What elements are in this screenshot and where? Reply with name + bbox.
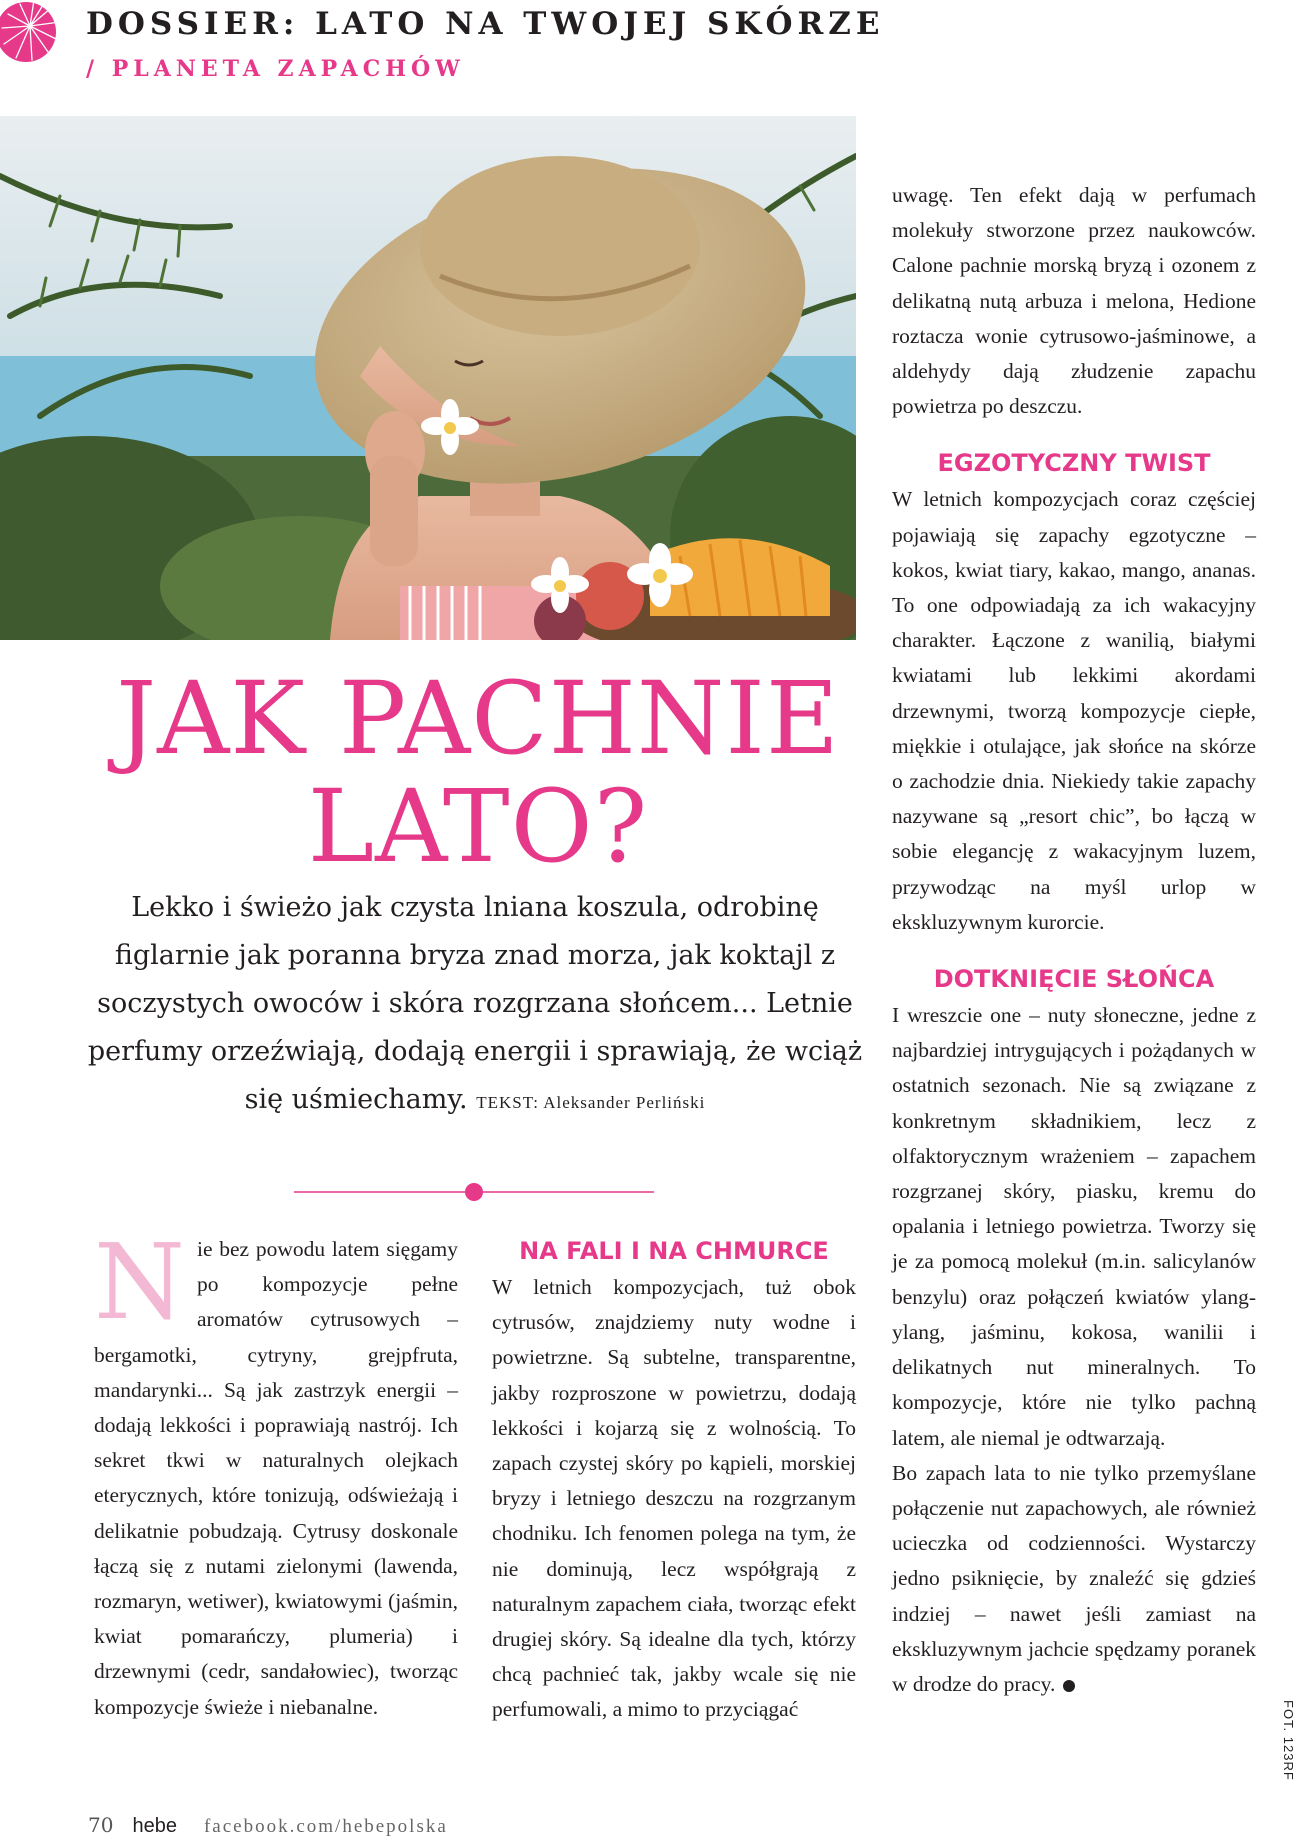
subhead-na-fali: NA FALI I NA CHMURCE [519,1237,829,1265]
starburst-icon [0,0,62,68]
column-3-text-2: I wreszcie one – nuty słoneczne, jedne z najbardziej intrygujących i pożądanych w ostatnich sezonach. Nie są związane z konkretnym składnikiem, lecz z olfaktorycznym wrażeniem – zapachem rozgrzanej skóry, piasku, kremu do opalania i letniego powietrza. Tworzy się je za pomocą molekuł (m.in. salicylanów benzylu) oraz połączeń kwiatów ylang-ylang, jaśminu, kokosa, wanilii i delikatnych nut mineralnych. To kompozycje, które nie tylko pachną latem, ale niemal je odtwarzają. [892,1003,1256,1450]
end-mark-icon [1063,1680,1075,1692]
column-1-text: ie bez powodu latem sięgamy po kompozycje pełne aromatów cytrusowych – bergamotki, cytryny, grejpfruta, mandarynki... Są jak zastrzyk energii – dodają lekkości i poprawiają nastrój. Ich sekret tkwi w naturalnych olejkach eterycznych, które tonizują, odświeżają i delikatnie pobudzają. Cytrusy doskonale łączą się z nutami zielonymi (lawenda, rozmaryn, wetiwer), kwiatowymi (jaśmin, kwiat pomarańczy, plumeria) i drzewnymi (cedr, sandałowiec), tworząc kompozycje świeże i niebanalne. [94,1237,458,1719]
column-2-text: W letnich kompozycjach, tuż obok cytrusów, znajdziemy nuty wodne i powietrzne. Są subtelne, transparentne, jakby rozproszone w powietrzu, dodają lekkości i kojarzą się z wolnością. To zapach czystej skóry po kąpieli, morskiej bryzy i letniego deszczu na rozgrzanym chodniku. Ich fenomen polega na tym, że nie dominują, lecz współgrają z naturalnym zapachem ciała, tworząc efekt drugiej skóry. Są idealne dla tych, którzy chcą pachnieć tak, jakby wcale się nie perfumowali, a mimo to przyciągać [492,1275,856,1722]
article-column-1 [94,1221,458,1725]
magazine-name: hebe [132,1815,177,1837]
headline-line-2: LATO? [307,768,649,885]
ornament-divider [294,1180,654,1204]
headline-line-1: JAK PACHNIE [116,660,840,777]
page-number: 70 [88,1813,114,1837]
subhead-dotkniecie-slonca: DOTKNIĘCIE SŁOŃCA [933,965,1215,994]
article-column-3 [892,178,1256,1702]
article-headline [0,660,956,885]
article-column-2 [492,1232,856,1728]
column-3-intro: uwagę. Ten efekt dają w perfumach molekuły stworzone przez naukowców. Calone pachnie morską bryzą i ozonem z delikatną nutą arbuza i melona, Hedione roztacza wonie cytrusowo-jaśminowe, a aldehydy dają złudzenie zapachu powietrza po deszczu. [892,183,1256,419]
lede-text: Lekko i świeżo jak czysta lniana koszula, odrobinę figlarnie jak poranna bryza znad morza, jak koktajl z soczystych owoców i skóra rozgrzana słońcem... Letnie perfumy orzeźwiają, dodają energii i sprawiają, że wciąż się uśmiechamy. [87,892,863,1115]
woman-sun-hat-photo [0,116,856,640]
column-3-text-1: W letnich kompozycjach coraz częściej pojawiają się zapachy egzotyczne – kokos, kwiat tiary, kakao, mango, ananas. To one odpowiadają za ich wakacyjny charakter. Łączone z wanilią, białymi kwiatami lub lekkimi akordami drzewnymi, tworzą kompozycje ciepłe, miękkie i otulające, jak słońce na skórze o zachodzie dnia. Niekiedy takie zapachy nazywane są „resort chic”, bo łączą w sobie elegancję z wakacyjnym luzem, przywodząc na myśl urlop w ekskluzywnym kurorcie. [892,487,1256,934]
article-lede [80,884,870,1127]
author-credit: TEKST: Aleksander Perliński [476,1093,706,1112]
facebook-link[interactable]: facebook.com/hebepolska [203,1816,448,1837]
section-kicker: DOSSIER: LATO NA TWOJEJ SKÓRZE [86,6,885,42]
subhead-egzotyczny-twist: EGZOTYCZNY TWIST [937,449,1211,478]
column-3-text-3: Bo zapach lata to nie tylko przemyślane połączenie nut zapachowych, ale również ucieczka od codzienności. Wystarczy jedno psiknięcie, by znaleźć się gdzieś indziej – nawet jeśli zamiast na ekskluzywnym jachcie spędzamy poranek w drodze do pracy. [892,1460,1256,1696]
page-footer [88,1813,448,1838]
section-subkicker: / PLANETA ZAPACHÓW [86,56,465,82]
drop-cap: N [94,1221,185,1343]
photo-credit: FOT. 123RF [1281,1700,1296,1781]
